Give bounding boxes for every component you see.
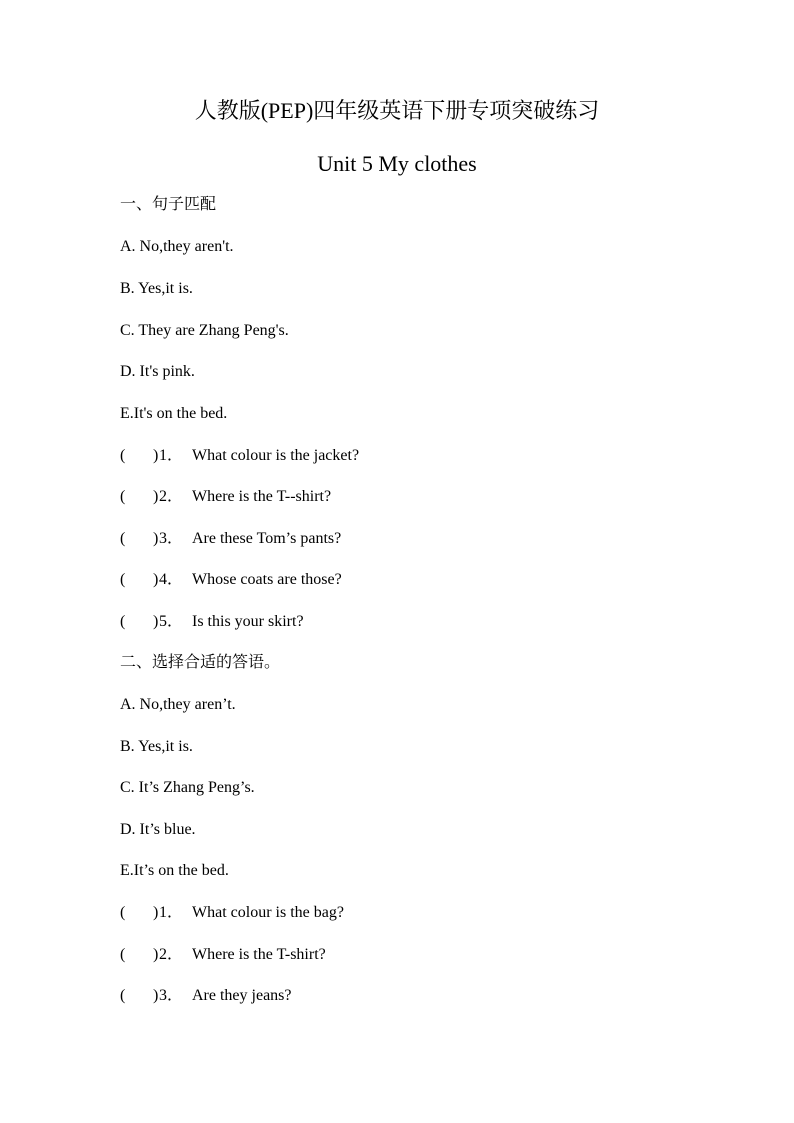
answer-blank-close: ) <box>153 904 159 921</box>
answer-blank-open: ( <box>120 447 126 464</box>
question-text: What colour is the bag? <box>192 904 344 921</box>
section1-question-4 <box>120 570 342 590</box>
section1-option-d: D. It's pink. <box>120 363 195 380</box>
section2-question-1 <box>120 903 344 923</box>
question-number: 1． <box>159 447 184 464</box>
answer-blank-open: ( <box>120 571 126 588</box>
answer-blank-close: ) <box>153 488 159 505</box>
section2-option-e: E.It’s on the bed. <box>120 862 229 879</box>
answer-blank-close: ) <box>153 987 159 1004</box>
question-text: Are these Tom’s pants? <box>192 530 342 547</box>
question-number: 4． <box>159 571 184 588</box>
question-number: 5． <box>159 613 184 630</box>
question-number: 2． <box>159 488 184 505</box>
section1-question-1 <box>120 446 359 466</box>
answer-blank-close: ) <box>153 530 159 547</box>
answer-blank-close: ) <box>153 946 159 963</box>
question-text: Where is the T-shirt? <box>192 946 326 963</box>
answer-blank-open: ( <box>120 613 126 630</box>
section2-option-a: A. No,they aren’t. <box>120 696 236 713</box>
section1-question-2 <box>120 487 331 507</box>
section2-heading: 二、选择合适的答语。 <box>120 654 281 671</box>
section2-option-c: C. It’s Zhang Peng’s. <box>120 779 255 796</box>
question-text: Are they jeans? <box>192 987 292 1004</box>
answer-blank-open: ( <box>120 946 126 963</box>
unit-subtitle: Unit 5 My clothes <box>317 151 477 176</box>
answer-blank-close: ) <box>153 571 159 588</box>
question-text: What colour is the jacket? <box>192 447 360 464</box>
answer-blank-open: ( <box>120 488 126 505</box>
section2-option-b: B. Yes,it is. <box>120 738 193 755</box>
worksheet-title: 人教版(PEP)四年级英语下册专项突破练习 <box>194 98 600 123</box>
question-text: Where is the T--shirt? <box>192 488 332 505</box>
question-text: Is this your skirt? <box>192 613 304 630</box>
section2-option-d: D. It’s blue. <box>120 821 196 838</box>
section2-question-2 <box>120 945 326 965</box>
question-number: 3． <box>159 987 184 1004</box>
section1-option-c: C. They are Zhang Peng's. <box>120 322 289 339</box>
section1-question-5 <box>120 612 304 632</box>
question-number: 3． <box>159 530 184 547</box>
answer-blank-open: ( <box>120 904 126 921</box>
question-text: Whose coats are those? <box>192 571 342 588</box>
section1-option-e: E.It's on the bed. <box>120 405 228 422</box>
question-number: 1． <box>159 904 184 921</box>
answer-blank-close: ) <box>153 447 159 464</box>
section1-heading: 一、句子匹配 <box>120 196 217 213</box>
answer-blank-open: ( <box>120 987 126 1004</box>
question-number: 2． <box>159 946 184 963</box>
answer-blank-close: ) <box>153 613 159 630</box>
section1-question-3 <box>120 529 341 549</box>
answer-blank-open: ( <box>120 530 126 547</box>
section1-option-a: A. No,they aren't. <box>120 238 234 255</box>
section2-question-3 <box>120 986 292 1006</box>
section1-option-b: B. Yes,it is. <box>120 280 193 297</box>
